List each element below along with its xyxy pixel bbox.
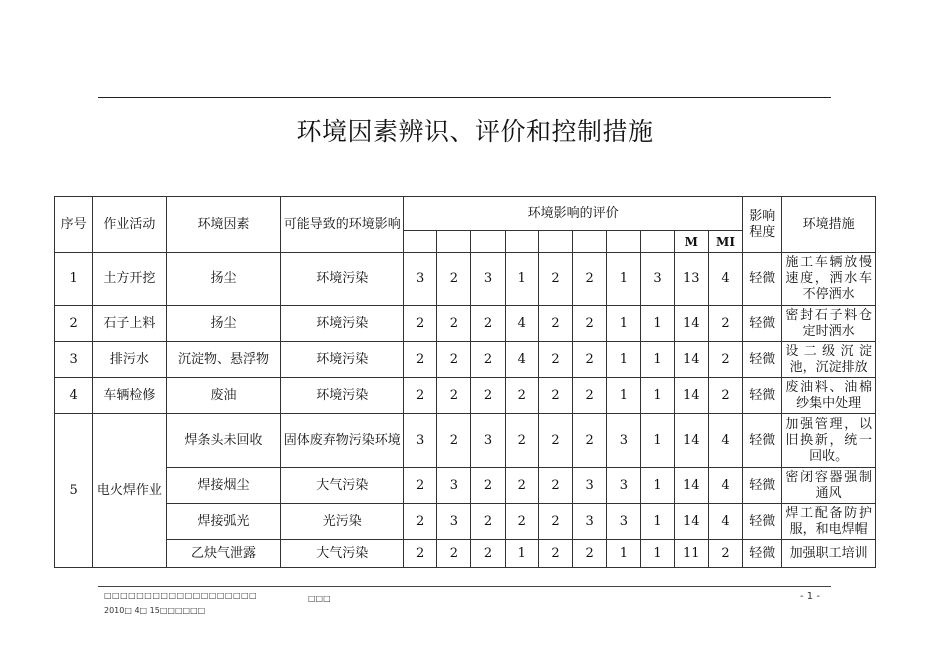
cell-score: 2 xyxy=(573,378,607,414)
cell-m: 13 xyxy=(674,253,708,306)
cell-degree: 轻微 xyxy=(743,253,782,306)
cell-score: 2 xyxy=(404,342,437,378)
cell-score: 2 xyxy=(573,306,607,342)
header-score-8 xyxy=(641,231,674,253)
cell-score: 3 xyxy=(437,468,471,504)
cell-m: 14 xyxy=(674,342,708,378)
cell-impact: 环境污染 xyxy=(281,342,404,378)
cell-activity: 车辆检修 xyxy=(93,378,166,414)
cell-score: 1 xyxy=(641,504,674,540)
cell-score: 3 xyxy=(607,504,641,540)
cell-activity: 排污水 xyxy=(93,342,166,378)
cell-activity: 土方开挖 xyxy=(93,253,166,306)
cell-mi: 4 xyxy=(708,468,742,504)
cell-impact: 固体废弃物污染环境 xyxy=(281,414,404,468)
header-impact: 可能导致的环境影响 xyxy=(281,197,404,253)
cell-score: 2 xyxy=(538,306,572,342)
cell-factor: 废油 xyxy=(166,378,281,414)
cell-degree: 轻微 xyxy=(743,540,782,568)
cell-score: 2 xyxy=(573,540,607,568)
header-score-4 xyxy=(505,231,538,253)
cell-m: 14 xyxy=(674,378,708,414)
cell-factor: 焊接弧光 xyxy=(166,504,281,540)
footer-middle-text: □□□ xyxy=(308,594,331,603)
footer-company: □□□□□□□□□□□□□□□□□□□ xyxy=(104,591,258,600)
page-number: - 1 - xyxy=(800,591,820,602)
document-title: 环境因素辨识、评价和控制措施 xyxy=(296,117,654,146)
cell-score: 2 xyxy=(471,378,505,414)
cell-score: 2 xyxy=(505,414,538,468)
cell-score: 2 xyxy=(437,378,471,414)
cell-m: 14 xyxy=(674,306,708,342)
cell-score: 1 xyxy=(641,468,674,504)
table-row xyxy=(55,378,876,414)
cell-score: 2 xyxy=(505,504,538,540)
cell-impact: 环境污染 xyxy=(281,253,404,306)
cell-score: 1 xyxy=(641,378,674,414)
cell-impact: 大气污染 xyxy=(281,540,404,568)
cell-mi: 2 xyxy=(708,540,742,568)
cell-m: 14 xyxy=(674,504,708,540)
cell-score: 1 xyxy=(607,253,641,306)
cell-score: 2 xyxy=(404,468,437,504)
cell-score: 3 xyxy=(607,468,641,504)
cell-score: 2 xyxy=(471,306,505,342)
cell-score: 2 xyxy=(471,504,505,540)
cell-score: 2 xyxy=(573,253,607,306)
cell-m: 14 xyxy=(674,468,708,504)
cell-score: 2 xyxy=(471,540,505,568)
cell-seq: 3 xyxy=(55,342,93,378)
cell-measure: 密封石子料仓定时洒水 xyxy=(782,306,876,342)
header-score-2 xyxy=(437,231,471,253)
cell-score: 2 xyxy=(404,378,437,414)
cell-seq: 1 xyxy=(55,253,93,306)
table-row xyxy=(55,414,876,468)
cell-score: 2 xyxy=(538,253,572,306)
cell-factor: 乙炔气泄露 xyxy=(166,540,281,568)
cell-score: 1 xyxy=(641,306,674,342)
cell-score: 3 xyxy=(471,253,505,306)
cell-score: 2 xyxy=(437,342,471,378)
cell-score: 3 xyxy=(573,504,607,540)
cell-score: 2 xyxy=(573,342,607,378)
cell-factor: 焊接烟尘 xyxy=(166,468,281,504)
cell-mi: 2 xyxy=(708,342,742,378)
cell-score: 2 xyxy=(471,342,505,378)
cell-impact: 环境污染 xyxy=(281,378,404,414)
cell-score: 2 xyxy=(505,468,538,504)
cell-score: 1 xyxy=(607,378,641,414)
table-row xyxy=(55,504,876,540)
cell-score: 3 xyxy=(437,504,471,540)
cell-score: 1 xyxy=(505,540,538,568)
cell-seq: 4 xyxy=(55,378,93,414)
header-factor: 环境因素 xyxy=(166,197,281,253)
cell-activity: 石子上料 xyxy=(93,306,166,342)
cell-score: 4 xyxy=(505,342,538,378)
cell-mi: 2 xyxy=(708,306,742,342)
cell-m: 11 xyxy=(674,540,708,568)
header-rule xyxy=(98,97,831,98)
cell-degree: 轻微 xyxy=(743,414,782,468)
footer-rule xyxy=(98,586,831,587)
cell-score: 1 xyxy=(607,306,641,342)
cell-seq: 2 xyxy=(55,306,93,342)
cell-score: 2 xyxy=(404,504,437,540)
cell-mi: 4 xyxy=(708,253,742,306)
table-row xyxy=(55,342,876,378)
cell-measure: 施工车辆放慢速度，洒水车不停洒水 xyxy=(782,253,876,306)
cell-measure: 密闭容器强制通风 xyxy=(782,468,876,504)
header-mi: MI xyxy=(708,231,742,253)
cell-measure: 焊工配备防护服，和电焊帽 xyxy=(782,504,876,540)
header-m: M xyxy=(674,231,708,253)
cell-score: 2 xyxy=(538,504,572,540)
cell-score: 2 xyxy=(437,414,471,468)
header-score-5 xyxy=(538,231,572,253)
cell-score: 3 xyxy=(471,414,505,468)
table-row xyxy=(55,540,876,568)
cell-score: 2 xyxy=(437,253,471,306)
cell-score: 1 xyxy=(505,253,538,306)
cell-factor: 扬尘 xyxy=(166,306,281,342)
cell-degree: 轻微 xyxy=(743,504,782,540)
cell-score: 1 xyxy=(641,414,674,468)
cell-score: 1 xyxy=(641,342,674,378)
header-measures: 环境措施 xyxy=(782,197,876,253)
cell-score: 1 xyxy=(607,342,641,378)
cell-score: 4 xyxy=(505,306,538,342)
cell-m: 14 xyxy=(674,414,708,468)
cell-degree: 轻微 xyxy=(743,342,782,378)
cell-score: 1 xyxy=(607,540,641,568)
cell-degree: 轻微 xyxy=(743,306,782,342)
cell-score: 2 xyxy=(538,342,572,378)
cell-factor: 沉淀物、悬浮物 xyxy=(166,342,281,378)
cell-measure: 加强职工培训 xyxy=(782,540,876,568)
cell-degree: 轻微 xyxy=(743,378,782,414)
assessment-table xyxy=(54,196,876,568)
cell-measure: 设二级沉淀池，沉淀排放 xyxy=(782,342,876,378)
cell-degree: 轻微 xyxy=(743,468,782,504)
cell-score: 3 xyxy=(607,414,641,468)
cell-score: 2 xyxy=(437,306,471,342)
cell-score: 3 xyxy=(404,414,437,468)
cell-seq: 5 xyxy=(55,414,93,568)
table-row xyxy=(55,468,876,504)
header-degree: 影响程度 xyxy=(743,197,782,253)
cell-score: 2 xyxy=(538,378,572,414)
cell-measure: 加强管理，以旧换新，统一回收。 xyxy=(782,414,876,468)
table-row xyxy=(55,253,876,306)
header-score-3 xyxy=(471,231,505,253)
header-activity: 作业活动 xyxy=(93,197,166,253)
cell-score: 2 xyxy=(471,468,505,504)
cell-impact: 大气污染 xyxy=(281,468,404,504)
cell-score: 2 xyxy=(538,468,572,504)
cell-score: 3 xyxy=(641,253,674,306)
cell-score: 2 xyxy=(437,540,471,568)
cell-impact: 光污染 xyxy=(281,504,404,540)
footer-date: 2010□ 4□ 15□□□□□□ xyxy=(104,606,206,615)
header-score-6 xyxy=(573,231,607,253)
cell-score: 2 xyxy=(538,540,572,568)
cell-score: 2 xyxy=(505,378,538,414)
cell-score: 3 xyxy=(404,253,437,306)
header-evaluation: 环境影响的评价 xyxy=(404,197,743,231)
cell-score: 2 xyxy=(538,414,572,468)
cell-activity: 电火焊作业 xyxy=(93,414,166,568)
cell-score: 2 xyxy=(573,414,607,468)
cell-score: 3 xyxy=(573,468,607,504)
header-score-7 xyxy=(607,231,641,253)
cell-factor: 焊条头未回收 xyxy=(166,414,281,468)
header-score-1 xyxy=(404,231,437,253)
cell-impact: 环境污染 xyxy=(281,306,404,342)
table-row xyxy=(55,306,876,342)
cell-factor: 扬尘 xyxy=(166,253,281,306)
cell-measure: 废油料、油棉纱集中处理 xyxy=(782,378,876,414)
cell-score: 2 xyxy=(404,540,437,568)
cell-score: 2 xyxy=(404,306,437,342)
cell-mi: 4 xyxy=(708,414,742,468)
header-seq: 序号 xyxy=(55,197,93,253)
cell-mi: 4 xyxy=(708,504,742,540)
cell-score: 1 xyxy=(641,540,674,568)
cell-mi: 2 xyxy=(708,378,742,414)
